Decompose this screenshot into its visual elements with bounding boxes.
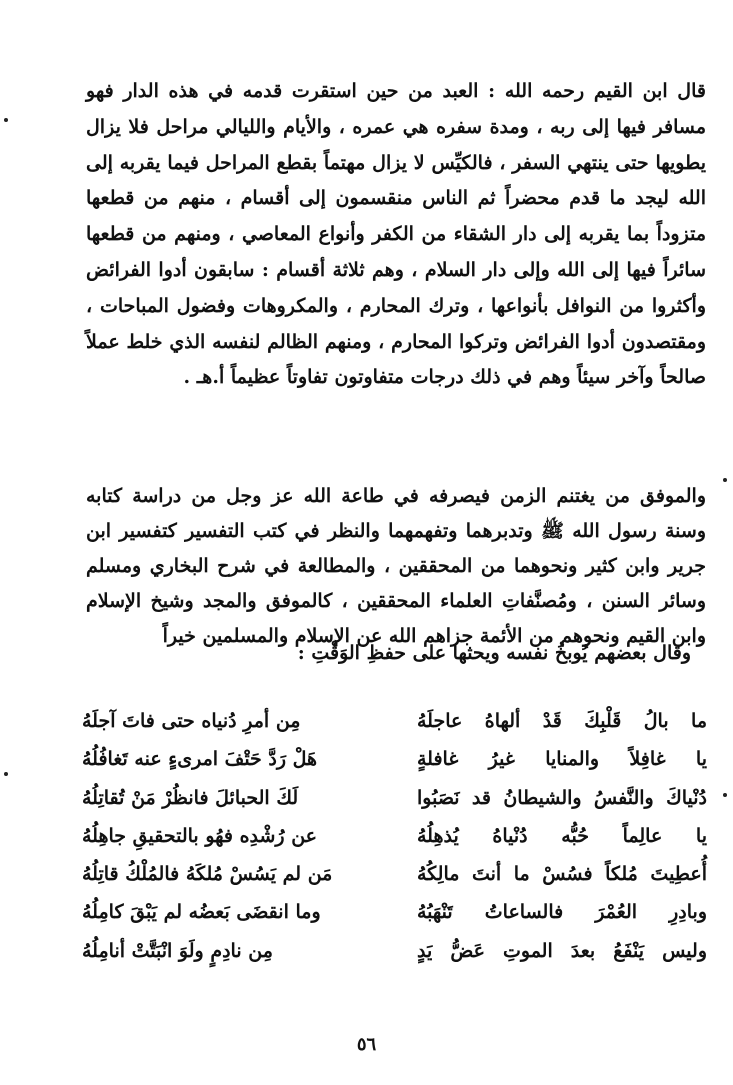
poem (82, 702, 707, 970)
verse-first-hemistich: وبادِرِ العُمْرَ فالساعاتُ تَنْهَبُهُ (417, 901, 707, 924)
verse-first-hemistich: ما بالُ قَلْبِكَ قَدْ ألهاهُ عاجلَهُ (417, 710, 707, 732)
verse-first-hemistich: دُنْياكَ والنَّفسُ والشيطانُ قد نَصَبُوا (417, 786, 707, 809)
poem-verse (82, 702, 707, 740)
verse-second-hemistich: مَن لم يَسُسْ مُلكَهُ فالمُلْكُ قاتِلُهُ (82, 863, 333, 886)
paragraph-ibn-al-qayyim (86, 74, 706, 396)
verse-second-hemistich: هَلْ رَدَّ حَتْفَ امرىءٍ عنه تَغافُلُهُ (82, 748, 318, 771)
poem-verse (82, 740, 707, 778)
verse-second-hemistich: لَكَ الحبائلَ فانظُرْ مَنْ تُقاتِلُهُ (82, 786, 299, 809)
page-number: ٥٦ (356, 1034, 377, 1055)
verse-first-hemistich: وليس يَنْفَعُ بعدَ الموتِ عَضُّ يَدٍ (417, 939, 707, 962)
poem-verse (82, 855, 707, 893)
poem-verse (82, 817, 707, 855)
verse-second-hemistich: مِن أمرِ دُنياه حتى فاتَ آجلَهُ (82, 710, 301, 732)
paragraph-2-text: والموفق من يغتنم الزمن فيصرفه في طاعة الله عز وجل من دراسة كتابه وسنة رسول الله ﷺ وتدبرهما وتفهمهما والنظر في كتب التفسير كتفسير ابن جرير وابن كثير ونحوهما من المحققين ، والمطالعة في شرح البخاري ومسلم وسائر السنن ، ومُصنَّفاتِ العلماء المحققين ، كالموفق والمجد وشيخ الإسلام وابن القيم ونحوهم من الأئمة جزاهم الله عن الإسلام والمسلمين خيراً (86, 485, 706, 647)
poem-verse (82, 893, 707, 931)
verse-first-hemistich: يا غافِلاً والمنايا غيرُ غافلةٍ (417, 748, 707, 771)
verse-first-hemistich: يا عالِماً حُبُّه دُنْياهُ يُذهِلُهُ (417, 824, 707, 847)
verse-second-hemistich: وما انقضَى بَعضُه لم يَبْقَ كامِلُهُ (82, 901, 321, 924)
scan-speck (723, 478, 727, 482)
poem-verse (82, 932, 707, 970)
poem-verse (82, 779, 707, 817)
verse-second-hemistich: عن رُشْدِه فهُو بالتحقيقِ جاهِلُهُ (82, 824, 318, 847)
verse-second-hemistich: مِن نادِمٍ ولَوَ انْبَتَّتْ أنامِلُهُ (82, 939, 273, 962)
paragraph-1-text: قال ابن القيم رحمه الله : العبد من حين استقرت قدمه في هذه الدار فهو مسافر فيها إلى ربه ، ومدة سفره هي عمره ، والأيام والليالي مراحل فلا يزال يطويها حتى ينتهي السفر ، فالكيِّس لا يزال مهتماً بقطع المراحل فيما يقربه إلى الله ليجد ما قدم محضراً ثم الناس منقسمون إلى أقسام ، منهم من قطعها متزوداً بما يقربه إلى دار الشقاء من الكفر وأنواع المعاصي ، ومنهم من قطعها سائراً فيها إلى الله وإلى دار السلام ، وهم ثلاثة أقسام : سابقون أدوا الفرائض وأكثروا من النوافل بأنواعها ، وترك المحارم ، والمكروهات وفضول المباحات ، ومقتصدون أدوا الفرائض وتركوا المحارم ، ومنهم الظالم لنفسه الذي خلط عملاً صالحاً وآخر سيئاً وهم في ذلك درجات متفاوتون تفاوتاً عظيماً أ.هـ . (86, 80, 706, 389)
scan-speck (4, 118, 8, 122)
poem-intro: وقال بعضهم يُوبخُ نفسه ويحثها على حفظِ الوَقْتِ : (297, 642, 691, 664)
scan-speck (723, 793, 727, 797)
scan-speck (4, 772, 8, 776)
verse-first-hemistich: أُعطِيتَ مُلكاً فسُسْ ما أنتَ مالِكُهُ (417, 863, 707, 886)
